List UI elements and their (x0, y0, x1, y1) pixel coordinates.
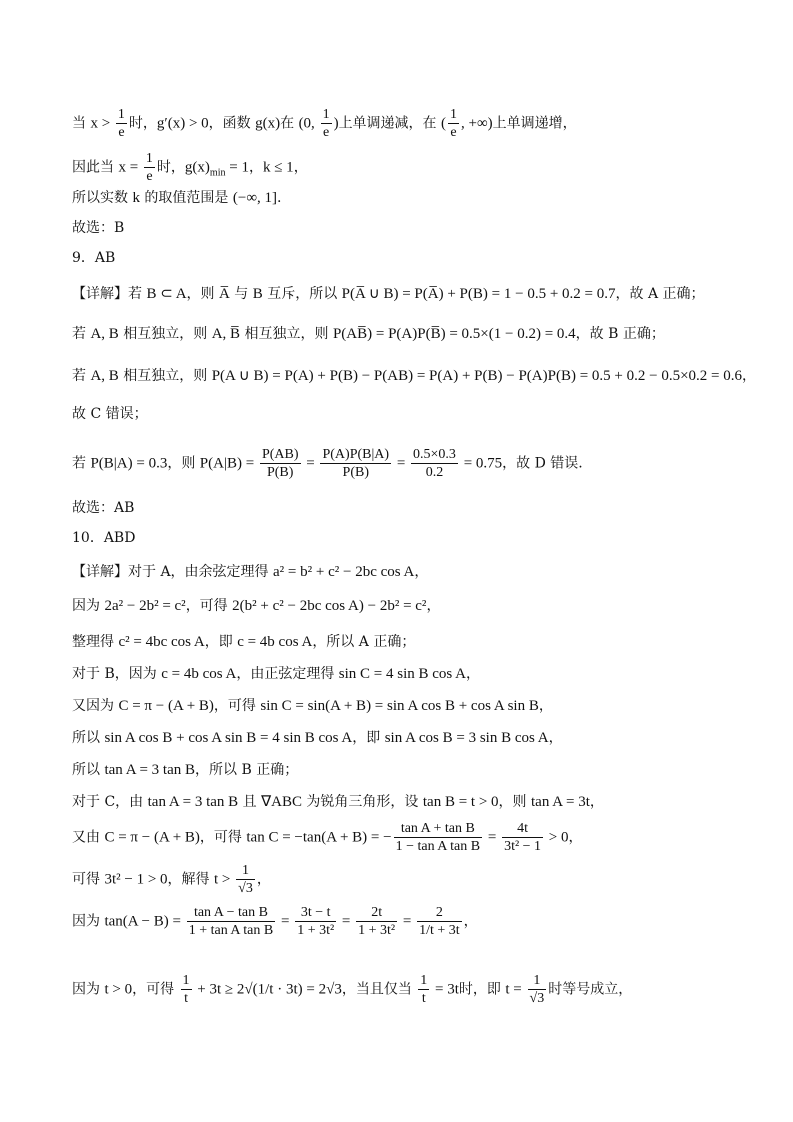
fraction-denominator: 0.2 (425, 465, 444, 480)
text-segment: 若 (72, 368, 91, 384)
fraction-denominator: 1/t + 3t (419, 923, 460, 938)
text-line-l14 (72, 596, 440, 616)
math-expression: sin C = sin(A + B) = sin A cos B + cos A sin B (260, 698, 539, 714)
text-segment: ， (742, 368, 757, 384)
text-segment: ， (466, 666, 481, 682)
fraction-numerator: P(AB) (261, 447, 299, 462)
text-line-l03 (72, 188, 281, 208)
text-segment: ， (548, 730, 563, 746)
math-expression: , +∞) (461, 115, 493, 132)
math-expression: + 3t ≥ 2√(1/t · 3t) = 2√3 (193, 981, 342, 998)
text-segment: 与 (229, 286, 253, 302)
math-expression: ) (333, 115, 339, 132)
fraction-denominator: √3 (529, 991, 545, 1006)
fraction-numerator: P(A)P(B|A) (322, 447, 390, 462)
fraction-denominator: √3 (238, 881, 253, 896)
text-segment: ，故 D 错误. (502, 455, 583, 472)
text-segment: ，则 (167, 455, 200, 472)
math-expression: = (399, 913, 416, 930)
fraction-numerator: 2t (356, 904, 397, 922)
math-expression: P(A|B) = (199, 455, 258, 472)
text-segment: ，即 (352, 730, 385, 746)
text-segment: 相互独立，则 (240, 326, 333, 342)
math-expression: c² = 4bc cos A (118, 634, 205, 650)
math-expression: tan B = t > 0 (422, 794, 499, 810)
fraction-numerator: 1 (117, 107, 125, 122)
fraction (356, 904, 397, 939)
text-segment: ， (248, 159, 263, 176)
fraction-numerator: 2 (417, 904, 462, 922)
text-line-l16 (72, 664, 480, 684)
text-line-l19 (72, 760, 298, 780)
text-segment: ， (256, 871, 271, 888)
math-expression: k ≤ 1 (262, 159, 294, 176)
math-expression: = 3t (431, 981, 459, 998)
fraction (448, 106, 459, 141)
math-expression: sin C = 4 sin B cos A (338, 666, 467, 682)
text-segment: 故 C 错误； (72, 406, 148, 422)
text-segment: ， (426, 598, 441, 614)
text-line-l13 (72, 562, 428, 582)
fraction-denominator: t (421, 991, 426, 1006)
math-expression: = 1 (225, 159, 249, 176)
text-line-l24 (72, 972, 632, 1007)
fraction (528, 972, 547, 1007)
text-line-l08 (72, 366, 756, 386)
text-segment: 因为 (72, 981, 105, 998)
fraction-denominator: e (450, 125, 457, 140)
text-segment: 互斥，所以 (262, 286, 342, 302)
math-expression: tan A = 3t (531, 794, 590, 810)
math-expression: tan A = 3 tan B (104, 762, 195, 778)
fraction-denominator: 3t² − 1 (504, 839, 542, 854)
text-line-l01 (72, 106, 577, 141)
text-line-l06 (72, 284, 705, 304)
math-expression: t > (214, 871, 235, 888)
text-line-l09 (72, 404, 148, 424)
math-expression: B (252, 286, 263, 302)
math-expression: B ⊂ A (146, 286, 187, 302)
text-segment: 上单调递增， (492, 115, 577, 132)
text-segment: 因为 (72, 598, 105, 614)
text-segment: 所以 (72, 762, 105, 778)
text-line-l05 (72, 248, 115, 268)
math-expression: tan C = −tan(A + B) = − (246, 829, 392, 846)
math-expression: k (132, 190, 140, 206)
math-expression: P(A ∪ B) = P(A) + P(B) − P(AB) = P(A) + P(B) − P(A)P(B) = 0.5 + 0.2 − 0.5×0.2 = 0.6 (211, 368, 743, 384)
fraction-numerator: tan A − tan B (187, 904, 276, 922)
text-segment: ， (568, 829, 583, 846)
math-expression: = (277, 913, 294, 930)
fraction-denominator: e (118, 125, 125, 140)
text-segment: 若 (72, 326, 91, 342)
text-segment: 时等号成立， (548, 981, 633, 998)
text-segment: 又因为 (72, 698, 119, 714)
fraction-numerator: tan A + tan B (394, 820, 483, 838)
fraction (417, 904, 462, 939)
math-expression: A̅ (218, 286, 230, 302)
math-expression: (−∞, 1] (232, 190, 278, 206)
math-expression: P(B|A) = 0.3 (90, 455, 168, 472)
fraction (260, 446, 301, 481)
math-expression: g′(x) > 0 (156, 115, 209, 132)
math-expression: sin A cos B + cos A sin B = 4 sin B cos A (104, 730, 353, 746)
text-segment: 故选：AB (72, 500, 135, 516)
fraction (187, 904, 276, 939)
fraction-denominator: 1 + 3t² (358, 923, 396, 938)
text-segment: 所以 (72, 730, 105, 746)
text-line-l22 (72, 862, 271, 897)
text-segment: 若 (72, 455, 91, 472)
math-expression: sin A cos B = 3 sin B cos A (384, 730, 549, 746)
text-segment: ，由正弦定理得 (236, 666, 339, 682)
math-expression: ∇ABC (261, 794, 302, 810)
math-expression: C = π − (A + B) (104, 829, 200, 846)
fraction (321, 106, 332, 141)
text-segment: ，可得 (199, 829, 247, 846)
text-segment: ，可得 (185, 598, 233, 614)
math-expression: a² = b² + c² − 2bc cos A (273, 564, 415, 580)
math-expression: = 0.75 (459, 455, 503, 472)
section-label: 【详解】 (72, 564, 128, 580)
text-segment: 整理得 (72, 634, 119, 650)
text-segment: ，函数 (208, 115, 256, 132)
math-expression: P(AB̅) = P(A)P(B̅) = 0.5×(1 − 0.2) = 0.4 (332, 326, 576, 342)
fraction-numerator: 1 (322, 107, 330, 122)
text-segment: ， (414, 564, 429, 580)
fraction (394, 820, 483, 855)
text-segment: ，当且仅当 (341, 981, 417, 998)
text-segment: 时， (156, 159, 185, 176)
text-segment: ，则 (186, 286, 219, 302)
text-segment: ， (293, 159, 308, 176)
fraction (295, 904, 336, 939)
math-expression: g(x) (255, 115, 281, 132)
text-segment: 所以实数 (72, 190, 133, 206)
text-segment: 因为 (72, 913, 105, 930)
fraction-denominator: t (184, 991, 188, 1006)
math-expression: t = (505, 981, 526, 998)
text-segment: 10．ABD (72, 530, 136, 546)
math-expression: A, B (90, 326, 119, 342)
fraction-numerator: 3t − t (295, 904, 336, 922)
math-expression: A, B̅ (211, 326, 241, 342)
math-expression: > 0 (545, 829, 569, 846)
text-line-l12 (72, 528, 135, 548)
text-line-l04 (72, 218, 124, 238)
fraction-denominator: 1 + 3t² (297, 923, 335, 938)
text-segment: 在 (280, 115, 299, 132)
text-segment: 时，即 (458, 981, 506, 998)
text-line-l18 (72, 728, 563, 748)
fraction (236, 862, 255, 897)
math-expression: = (302, 455, 319, 472)
text-segment: ，解得 (167, 871, 214, 888)
subscript: min (209, 167, 226, 179)
text-segment: 为锐角三角形，设 (301, 794, 423, 810)
text-segment: 对于 C，由 (72, 794, 148, 810)
fraction (418, 972, 429, 1007)
text-segment: 时， (128, 115, 157, 132)
text-segment: 故选：B (72, 220, 125, 236)
text-line-l11 (72, 498, 134, 518)
text-segment: ， (463, 913, 478, 930)
fraction-numerator: 4t (502, 820, 543, 838)
fraction (411, 446, 458, 481)
math-expression: 2a² − 2b² = c² (104, 598, 186, 614)
text-segment: ，可得 (213, 698, 261, 714)
math-expression: c = 4b cos A (161, 666, 237, 682)
text-segment: 因此当 (72, 159, 119, 176)
fraction-denominator: P(B) (266, 465, 294, 480)
fraction-numerator: 1 (145, 151, 153, 166)
fraction-numerator: 1 (182, 973, 190, 988)
math-expression: = (393, 455, 410, 472)
text-segment: 9．AB (72, 250, 116, 266)
fraction (320, 446, 391, 481)
fraction (144, 150, 155, 185)
text-segment: ，则 (498, 794, 531, 810)
text-segment: ，所以 A 正确； (312, 634, 416, 650)
math-expression: = (338, 913, 355, 930)
fraction-numerator: 1 (420, 973, 428, 988)
text-line-l20 (72, 792, 604, 812)
fraction (502, 820, 543, 855)
text-segment: ，所以 B 正确； (195, 762, 299, 778)
text-line-l07 (72, 324, 665, 344)
math-expression: 3t² − 1 > 0 (104, 871, 168, 888)
fraction-numerator: 1 (236, 862, 255, 880)
text-segment: 当 (72, 115, 91, 132)
math-expression: x > (90, 115, 114, 132)
text-line-l02 (72, 150, 308, 185)
fraction-denominator: 1 − tan A tan B (395, 839, 481, 854)
fraction-denominator: e (146, 169, 153, 184)
math-expression: A, B (90, 368, 119, 384)
math-expression: c = 4b cos A (237, 634, 313, 650)
math-expression: 2(b² + c² − 2bc cos A) − 2b² = c² (232, 598, 427, 614)
fraction-denominator: 1 + tan A tan B (188, 923, 274, 938)
section-label: 【详解】 (72, 286, 128, 302)
text-segment: 的取值范围是 (139, 190, 233, 206)
text-segment: . (277, 190, 282, 206)
math-expression: t > 0 (104, 981, 133, 998)
fraction-numerator: 1 (528, 972, 547, 990)
math-expression: (0, (298, 115, 319, 132)
text-segment: 且 (238, 794, 262, 810)
text-line-l10 (72, 446, 583, 481)
math-expression: tan(A − B) = (104, 913, 185, 930)
fraction (181, 972, 192, 1007)
text-segment: ， (538, 698, 553, 714)
fraction-numerator: 0.5×0.3 (413, 447, 456, 462)
text-line-l17 (72, 696, 553, 716)
fraction (116, 106, 127, 141)
text-segment: ，故 A 正确； (615, 286, 705, 302)
math-expression: x = (118, 159, 142, 176)
text-line-l21 (72, 820, 583, 855)
math-expression: P(A̅ ∪ B) = P(A̅) + P(B) = 1 − 0.5 + 0.2 = 0.7 (341, 286, 616, 302)
text-segment: 可得 (72, 871, 105, 888)
text-segment: ， (589, 794, 604, 810)
math-expression: ( (441, 115, 447, 132)
fraction-denominator: e (322, 125, 330, 140)
text-segment: ，故 B 正确； (575, 326, 665, 342)
text-segment: ，即 (204, 634, 238, 650)
math-expression: g(x) (184, 159, 210, 176)
text-segment: 对于 B，因为 (72, 666, 162, 682)
text-segment: 相互独立，则 (118, 368, 212, 384)
text-segment: 对于 A，由余弦定理得 (128, 564, 274, 580)
text-segment: 上单调递减，在 (338, 115, 442, 132)
text-segment: 又由 (72, 829, 105, 846)
math-expression: tan A = 3 tan B (147, 794, 239, 810)
text-segment: 若 (128, 286, 147, 302)
text-line-l23 (72, 904, 478, 939)
fraction-numerator: 1 (450, 107, 458, 122)
math-expression: = (484, 829, 501, 846)
text-segment: 相互独立，则 (118, 326, 212, 342)
text-line-l15 (72, 632, 415, 652)
text-segment: ，可得 (132, 981, 179, 998)
math-expression: C = π − (A + B) (118, 698, 214, 714)
fraction-denominator: P(B) (342, 465, 369, 480)
